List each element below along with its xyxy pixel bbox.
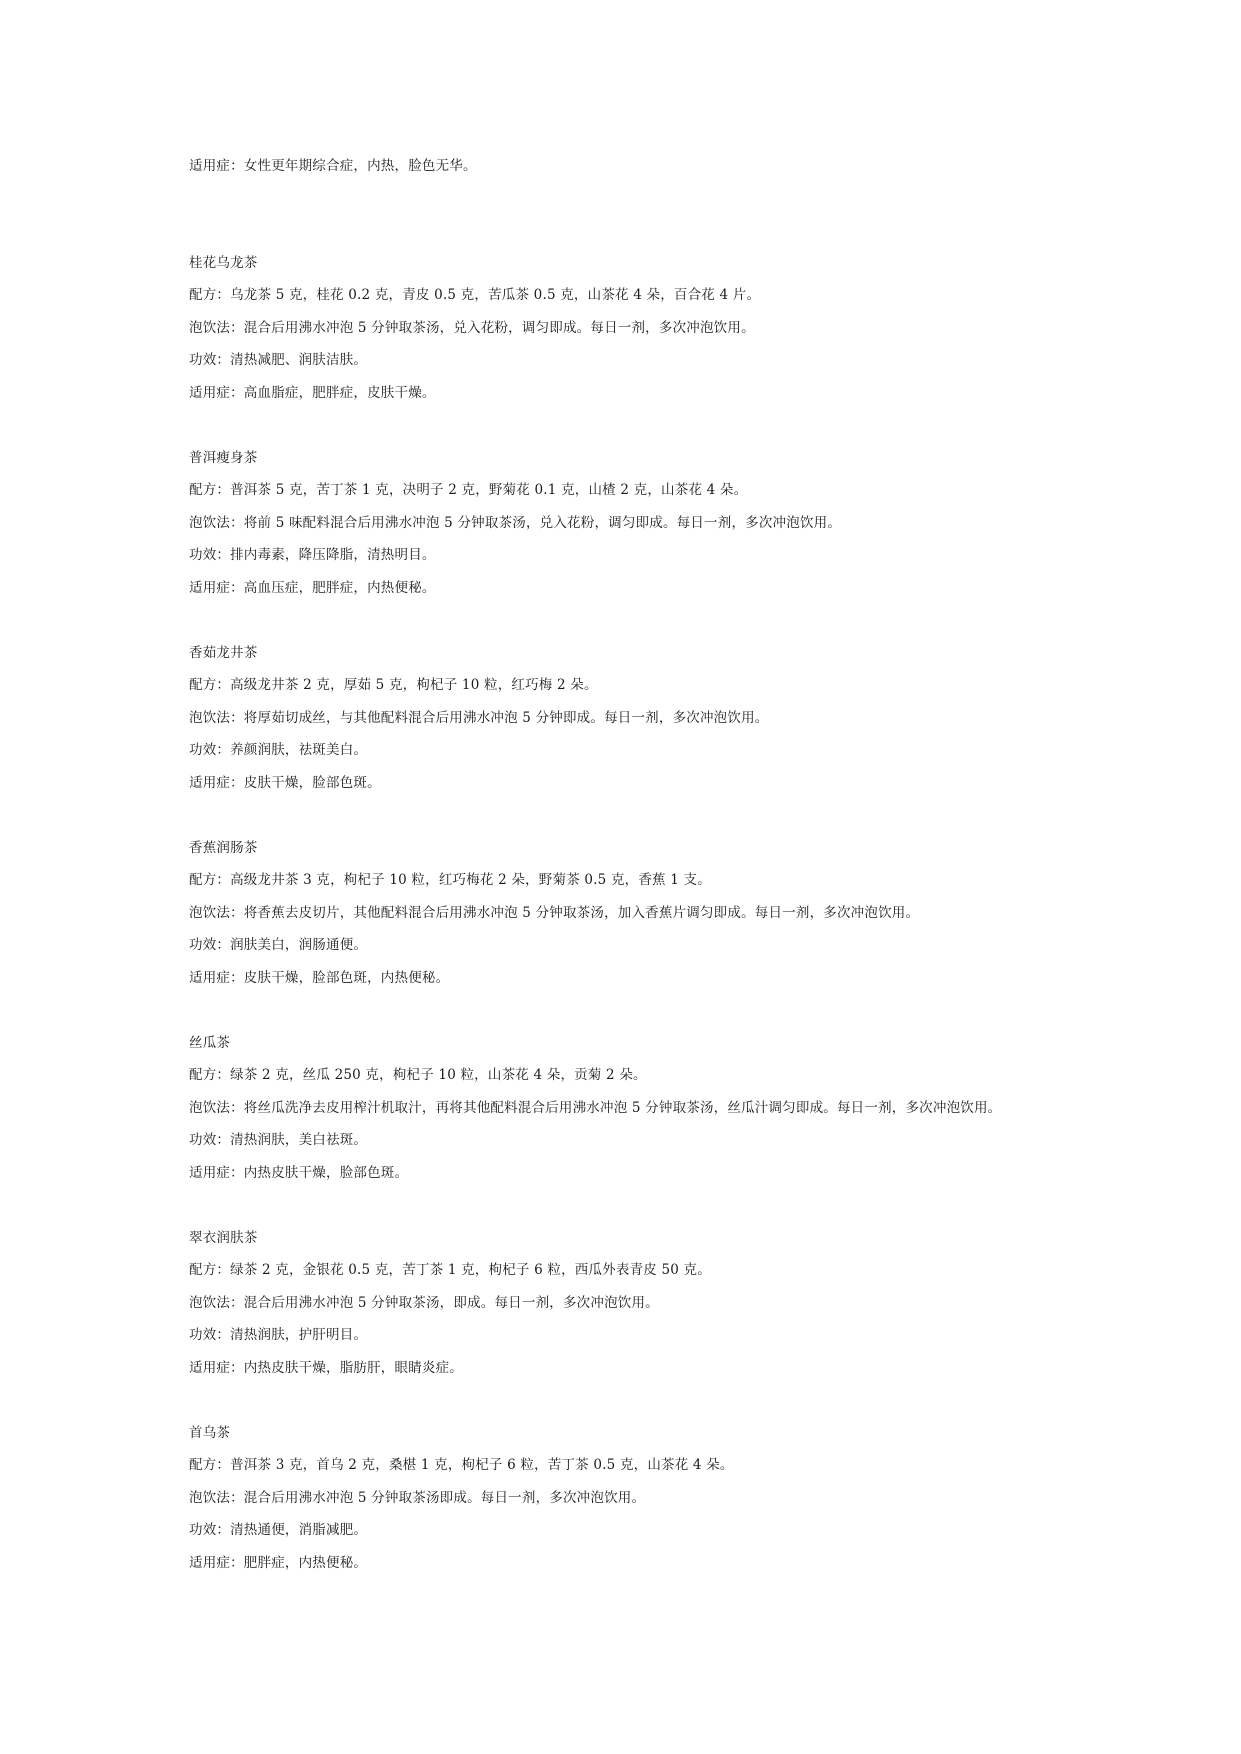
- intro-indication: 适用症：女性更年期综合症，内热，脸色无华。: [189, 158, 477, 174]
- recipe-indication: 适用症：皮肤干燥，脸部色斑，内热便秘。: [189, 970, 450, 986]
- recipe-title: 翠衣润肤茶: [189, 1230, 258, 1246]
- recipe-formula: 配方：普洱茶 5 克，苦丁茶 1 克，决明子 2 克，野菊花 0.1 克，山楂 2 克，山茶花 4 朵。: [189, 482, 748, 498]
- recipe-method: 泡饮法：将厚茹切成丝，与其他配料混合后用沸水冲泡 5 分钟即成。每日一剂，多次冲泡饮用。: [189, 710, 769, 726]
- recipe-method: 泡饮法：混合后用沸水冲泡 5 分钟取茶汤，兑入花粉，调匀即成。每日一剂，多次冲泡饮用。: [189, 320, 755, 336]
- recipe-title: 普洱瘦身茶: [189, 450, 258, 466]
- recipe-formula: 配方：普洱茶 3 克，首乌 2 克，桑椹 1 克，枸杞子 6 粒，苦丁茶 0.5 克，山茶花 4 朵。: [189, 1457, 734, 1473]
- recipe-title: 丝瓜茶: [189, 1035, 231, 1051]
- recipe-method: 泡饮法：将丝瓜洗净去皮用榨汁机取汁，再将其他配料混合后用沸水冲泡 5 分钟取茶汤，丝瓜汁调匀即成。每日一剂，多次冲泡饮用。: [189, 1100, 1002, 1116]
- recipe-effect: 功效：润肤美白，润肠通便。: [189, 937, 368, 953]
- recipe-effect: 功效：排内毒素，降压降脂，清热明目。: [189, 547, 436, 563]
- recipe-indication: 适用症：皮肤干燥，脸部色斑。: [189, 775, 381, 791]
- recipe-effect: 功效：清热润肤，美白祛斑。: [189, 1132, 368, 1148]
- recipe-formula: 配方：高级龙井茶 3 克，枸杞子 10 粒，红巧梅花 2 朵，野菊茶 0.5 克，香蕉 1 支。: [189, 872, 711, 888]
- recipe-title: 香茹龙井茶: [189, 645, 258, 661]
- recipe-formula: 配方：绿茶 2 克，丝瓜 250 克，枸杞子 10 粒，山茶花 4 朵，贡菊 2 朵。: [189, 1067, 647, 1083]
- recipe-indication: 适用症：高血压症，肥胖症，内热便秘。: [189, 580, 436, 596]
- recipe-indication: 适用症：高血脂症，肥胖症，皮肤干燥。: [189, 385, 436, 401]
- recipe-effect: 功效：养颜润肤，祛斑美白。: [189, 742, 368, 758]
- recipe-method: 泡饮法：混合后用沸水冲泡 5 分钟取茶汤，即成。每日一剂，多次冲泡饮用。: [189, 1295, 659, 1311]
- recipe-title: 桂花乌龙茶: [189, 255, 258, 271]
- recipe-formula: 配方：绿茶 2 克，金银花 0.5 克，苦丁茶 1 克，枸杞子 6 粒，西瓜外表青皮 50 克。: [189, 1262, 711, 1278]
- recipe-title: 香蕉润肠茶: [189, 840, 258, 856]
- recipe-effect: 功效：清热减肥、润肤洁肤。: [189, 352, 368, 368]
- recipe-formula: 配方：高级龙井茶 2 克，厚茹 5 克，枸杞子 10 粒，红巧梅 2 朵。: [189, 677, 598, 693]
- recipe-effect: 功效：清热通便，消脂减肥。: [189, 1522, 368, 1538]
- recipe-indication: 适用症：肥胖症，内热便秘。: [189, 1555, 368, 1571]
- recipe-indication: 适用症：内热皮肤干燥，脸部色斑。: [189, 1165, 409, 1181]
- recipe-method: 泡饮法：将前 5 味配料混合后用沸水冲泡 5 分钟取茶汤，兑入花粉，调匀即成。每日一剂，多次冲泡饮用。: [189, 515, 842, 531]
- recipe-effect: 功效：清热润肤，护肝明目。: [189, 1327, 368, 1343]
- recipe-method: 泡饮法：混合后用沸水冲泡 5 分钟取茶汤即成。每日一剂，多次冲泡饮用。: [189, 1490, 646, 1506]
- recipe-title: 首乌茶: [189, 1425, 231, 1441]
- recipe-formula: 配方：乌龙茶 5 克，桂花 0.2 克，青皮 0.5 克，苦瓜茶 0.5 克，山茶花 4 朵，百合花 4 片。: [189, 287, 761, 303]
- recipe-method: 泡饮法：将香蕉去皮切片，其他配料混合后用沸水冲泡 5 分钟取茶汤，加入香蕉片调匀即成。每日一剂，多次冲泡饮用。: [189, 905, 920, 921]
- recipe-indication: 适用症：内热皮肤干燥，脂肪肝，眼睛炎症。: [189, 1360, 463, 1376]
